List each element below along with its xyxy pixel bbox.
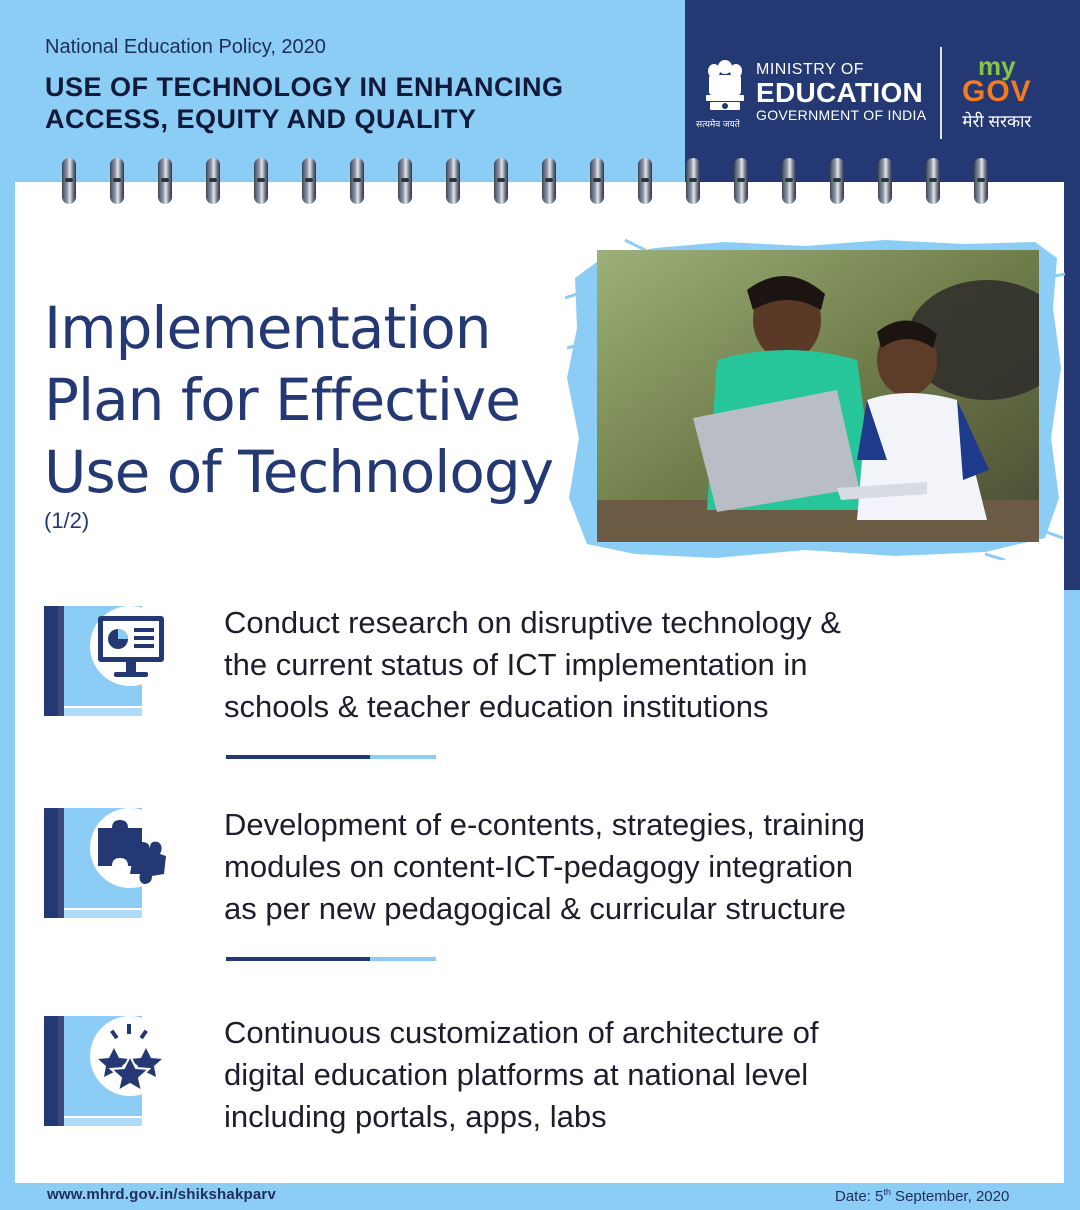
date-suffix-sup: th	[883, 1187, 891, 1197]
mygov-hindi: मेरी सरकार	[962, 112, 1032, 131]
logo-divider	[940, 47, 942, 139]
heading-line-1: Implementation	[44, 294, 491, 362]
title-line-1: USE OF TECHNOLOGY IN ENHANCING	[45, 72, 564, 102]
page-title	[45, 71, 665, 135]
heading-page-indicator: (1/2)	[44, 508, 90, 533]
footer-url-link[interactable]: www.mhrd.gov.in/shikshakparv	[47, 1186, 276, 1203]
item-separator	[226, 957, 436, 961]
ministry-line-3: GOVERNMENT OF INDIA	[756, 107, 927, 123]
binding-ring	[878, 158, 892, 204]
item-text	[224, 602, 1024, 728]
item-line: Development of e-contents, strategies, training	[224, 807, 866, 842]
item-line: digital education platforms at national level	[224, 1057, 809, 1092]
stars-icon	[94, 1022, 166, 1094]
binding-ring	[926, 158, 940, 204]
photo-frame	[565, 238, 1065, 560]
item-line: modules on content-ICT-pedagogy integration	[224, 849, 854, 884]
item-line: including portals, apps, labs	[224, 1099, 607, 1134]
binding-ring	[782, 158, 796, 204]
binding-ring	[542, 158, 556, 204]
main-heading	[44, 292, 564, 508]
binding-ring	[494, 158, 508, 204]
binding-ring	[206, 158, 220, 204]
ministry-text	[756, 61, 926, 123]
heading-line-3: Use of Technology	[44, 438, 554, 506]
mygov-logo	[962, 51, 1032, 132]
ministry-line-2: EDUCATION	[756, 77, 924, 108]
binding-ring	[734, 158, 748, 204]
footer-date	[835, 1187, 1009, 1205]
ministry-line-1: MINISTRY OF	[756, 61, 865, 78]
title-line-2: ACCESS, EQUITY AND QUALITY	[45, 104, 477, 134]
computer-report-icon	[96, 612, 168, 684]
header	[45, 36, 665, 135]
puzzle-pieces-icon	[92, 814, 168, 890]
item-line: schools & teacher education institutions	[224, 689, 769, 724]
emblem-motto: सत्यमेव जयते	[696, 119, 740, 129]
item-line: the current status of ICT implementation in	[224, 647, 808, 682]
binding-ring	[830, 158, 844, 204]
item-text	[224, 804, 1024, 930]
binding-ring	[350, 158, 364, 204]
mygov-gov: GOV	[962, 75, 1032, 108]
policy-label: National Education Policy, 2020	[45, 36, 326, 58]
item-line: Continuous customization of architecture of	[224, 1015, 819, 1050]
item-text	[224, 1012, 1024, 1138]
binding-ring	[62, 158, 76, 204]
ministry-logo	[696, 51, 1060, 145]
binding-ring	[158, 158, 172, 204]
date-prefix: Date: 5	[835, 1188, 884, 1205]
binding-ring	[398, 158, 412, 204]
spiral-binding	[62, 158, 982, 208]
binding-ring	[302, 158, 316, 204]
heading-line-2: Plan for Effective	[44, 366, 520, 434]
binding-ring	[686, 158, 700, 204]
binding-ring	[254, 158, 268, 204]
item-line: Conduct research on disruptive technology &	[224, 605, 841, 640]
mygov-my: my	[978, 51, 1016, 81]
binding-ring	[974, 158, 988, 204]
date-rest: September, 2020	[890, 1188, 1010, 1205]
item-separator	[226, 755, 436, 759]
binding-ring	[110, 158, 124, 204]
binding-ring	[446, 158, 460, 204]
binding-ring	[638, 158, 652, 204]
item-line: as per new pedagogical & curricular structure	[224, 891, 847, 926]
students-with-laptop-photo	[597, 250, 1039, 542]
binding-ring	[590, 158, 604, 204]
